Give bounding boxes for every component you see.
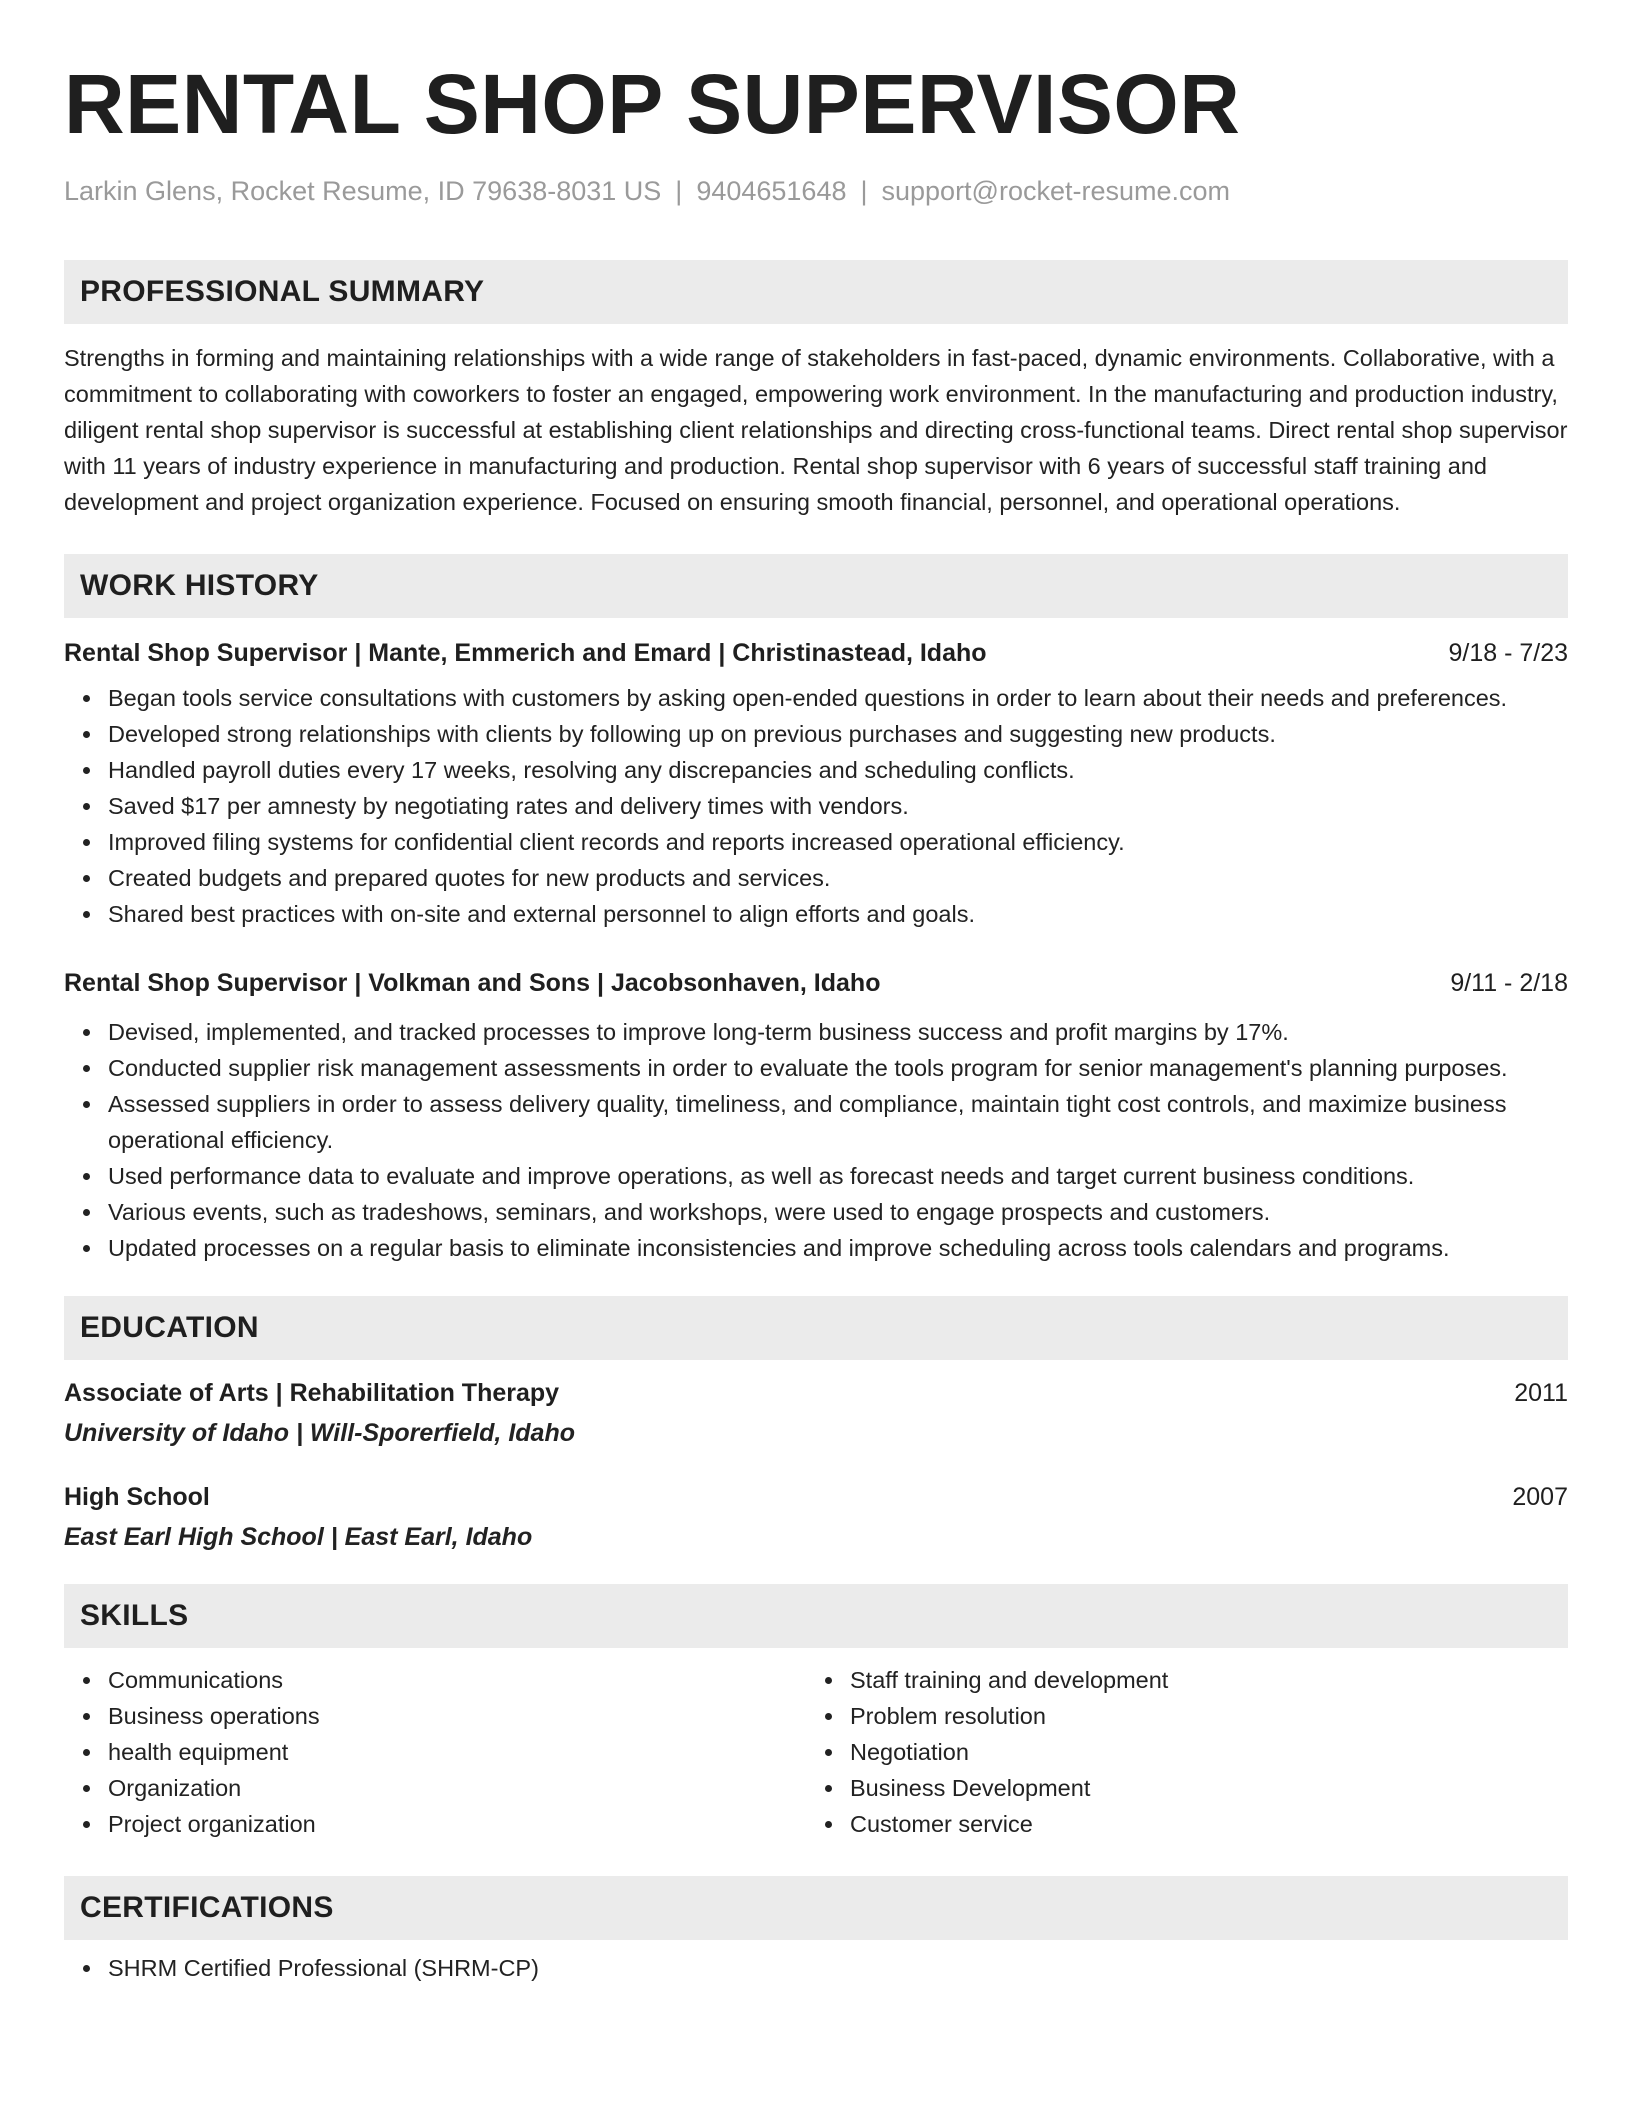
job-bullet: Conducted supplier risk management assessments in order to evaluate the tools program for senior management's planning purposes. bbox=[108, 1050, 1568, 1086]
job-bullet: Shared best practices with on-site and external personnel to align efforts and goals. bbox=[108, 896, 1568, 932]
skill-item: Staff training and development bbox=[850, 1662, 1548, 1698]
contact-separator: | bbox=[675, 176, 683, 206]
job-dates: 9/11 - 2/18 bbox=[1450, 969, 1568, 997]
job-bullet: Improved filing systems for confidential client records and reports increased operational efficiency. bbox=[108, 824, 1568, 860]
skills-column-left bbox=[64, 1662, 806, 1842]
job-dates: 9/18 - 7/23 bbox=[1448, 639, 1568, 667]
education-year: 2011 bbox=[1514, 1379, 1568, 1407]
job-header bbox=[64, 636, 1568, 670]
education-entry bbox=[64, 1376, 1568, 1450]
job-bullet: Assessed suppliers in order to assess delivery quality, timeliness, and compliance, maintain tight cost controls, and maximize business operational efficiency. bbox=[108, 1086, 1568, 1158]
job-bullet: Used performance data to evaluate and improve operations, as well as forecast needs and target current business conditions. bbox=[108, 1158, 1568, 1194]
section-heading-skills: SKILLS bbox=[64, 1584, 1568, 1648]
skills-grid bbox=[64, 1662, 1568, 1842]
contact-address: Larkin Glens, Rocket Resume, ID 79638-8031 US bbox=[64, 176, 662, 206]
job-bullet: Various events, such as tradeshows, seminars, and workshops, were used to engage prospects and customers. bbox=[108, 1194, 1568, 1230]
job-bullet: Handled payroll duties every 17 weeks, resolving any discrepancies and scheduling conflicts. bbox=[108, 752, 1568, 788]
skill-item: Negotiation bbox=[850, 1734, 1548, 1770]
job-title-line: Rental Shop Supervisor | Volkman and Sons | Jacobsonhaven, Idaho bbox=[64, 969, 881, 997]
job-title-line: Rental Shop Supervisor | Mante, Emmerich and Emard | Christinastead, Idaho bbox=[64, 639, 987, 667]
education-degree: High School bbox=[64, 1483, 210, 1511]
skill-item: Project organization bbox=[108, 1806, 806, 1842]
skills-column-right bbox=[806, 1662, 1548, 1842]
skill-item: Problem resolution bbox=[850, 1698, 1548, 1734]
skills-list bbox=[64, 1662, 806, 1842]
education-school: East Earl High School | East Earl, Idaho bbox=[64, 1523, 533, 1551]
skills-list bbox=[806, 1662, 1548, 1842]
education-year: 2007 bbox=[1512, 1483, 1568, 1511]
job-bullet: Updated processes on a regular basis to eliminate inconsistencies and improve scheduling across tools calendars and programs. bbox=[108, 1230, 1568, 1266]
education-school: University of Idaho | Will-Sporerfield, Idaho bbox=[64, 1419, 575, 1447]
certifications-list bbox=[64, 1950, 1568, 1986]
job-header bbox=[64, 966, 1568, 1000]
skill-item: Business operations bbox=[108, 1698, 806, 1734]
contact-phone: 9404651648 bbox=[696, 176, 847, 206]
skill-item: Organization bbox=[108, 1770, 806, 1806]
contact-separator: | bbox=[860, 176, 868, 206]
certification-item: SHRM Certified Professional (SHRM-CP) bbox=[108, 1950, 1568, 1986]
resume-page bbox=[64, 0, 1568, 1986]
section-heading-summary: PROFESSIONAL SUMMARY bbox=[64, 260, 1568, 324]
skill-item: health equipment bbox=[108, 1734, 806, 1770]
job-bullet: Developed strong relationships with clients by following up on previous purchases and suggesting new products. bbox=[108, 716, 1568, 752]
contact-email: support@rocket-resume.com bbox=[881, 176, 1231, 206]
skill-item: Business Development bbox=[850, 1770, 1548, 1806]
resume-title: RENTAL SHOP SUPERVISOR bbox=[64, 57, 1241, 151]
education-header bbox=[64, 1376, 1568, 1410]
job-bullet-list bbox=[64, 680, 1568, 932]
job-entry bbox=[64, 966, 1568, 1266]
section-heading-certifications: CERTIFICATIONS bbox=[64, 1876, 1568, 1940]
skill-item: Communications bbox=[108, 1662, 806, 1698]
job-bullet: Saved $17 per amnesty by negotiating rates and delivery times with vendors. bbox=[108, 788, 1568, 824]
education-degree: Associate of Arts | Rehabilitation Therapy bbox=[64, 1379, 560, 1407]
job-bullet: Created budgets and prepared quotes for new products and services. bbox=[108, 860, 1568, 896]
contact-line bbox=[64, 174, 1568, 208]
job-entry bbox=[64, 636, 1568, 932]
job-bullet-list bbox=[64, 1014, 1568, 1266]
skill-item: Customer service bbox=[850, 1806, 1548, 1842]
education-header bbox=[64, 1480, 1568, 1514]
job-bullet: Began tools service consultations with customers by asking open-ended questions in order to learn about their needs and preferences. bbox=[108, 680, 1568, 716]
education-entry bbox=[64, 1480, 1568, 1554]
section-heading-education: EDUCATION bbox=[64, 1296, 1568, 1360]
section-heading-work-history: WORK HISTORY bbox=[64, 554, 1568, 618]
summary-text: Strengths in forming and maintaining relationships with a wide range of stakeholders in fast-paced, dynamic environments. Collaborative, with a commitment to collaborating with coworkers to foster an engaged, empowering work environment. In the manufacturing and production industry, diligent rental shop supervisor is successful at establishing client relationships and directing cross-functional teams. Direct rental shop supervisor with 11 years of industry experience in manufacturing and production. Rental shop supervisor with 6 years of successful staff training and development and project organization experience. Focused on ensuring smooth financial, personnel, and operational operations. bbox=[64, 345, 1568, 515]
job-bullet: Devised, implemented, and tracked processes to improve long-term business success and profit margins by 17%. bbox=[108, 1014, 1568, 1050]
